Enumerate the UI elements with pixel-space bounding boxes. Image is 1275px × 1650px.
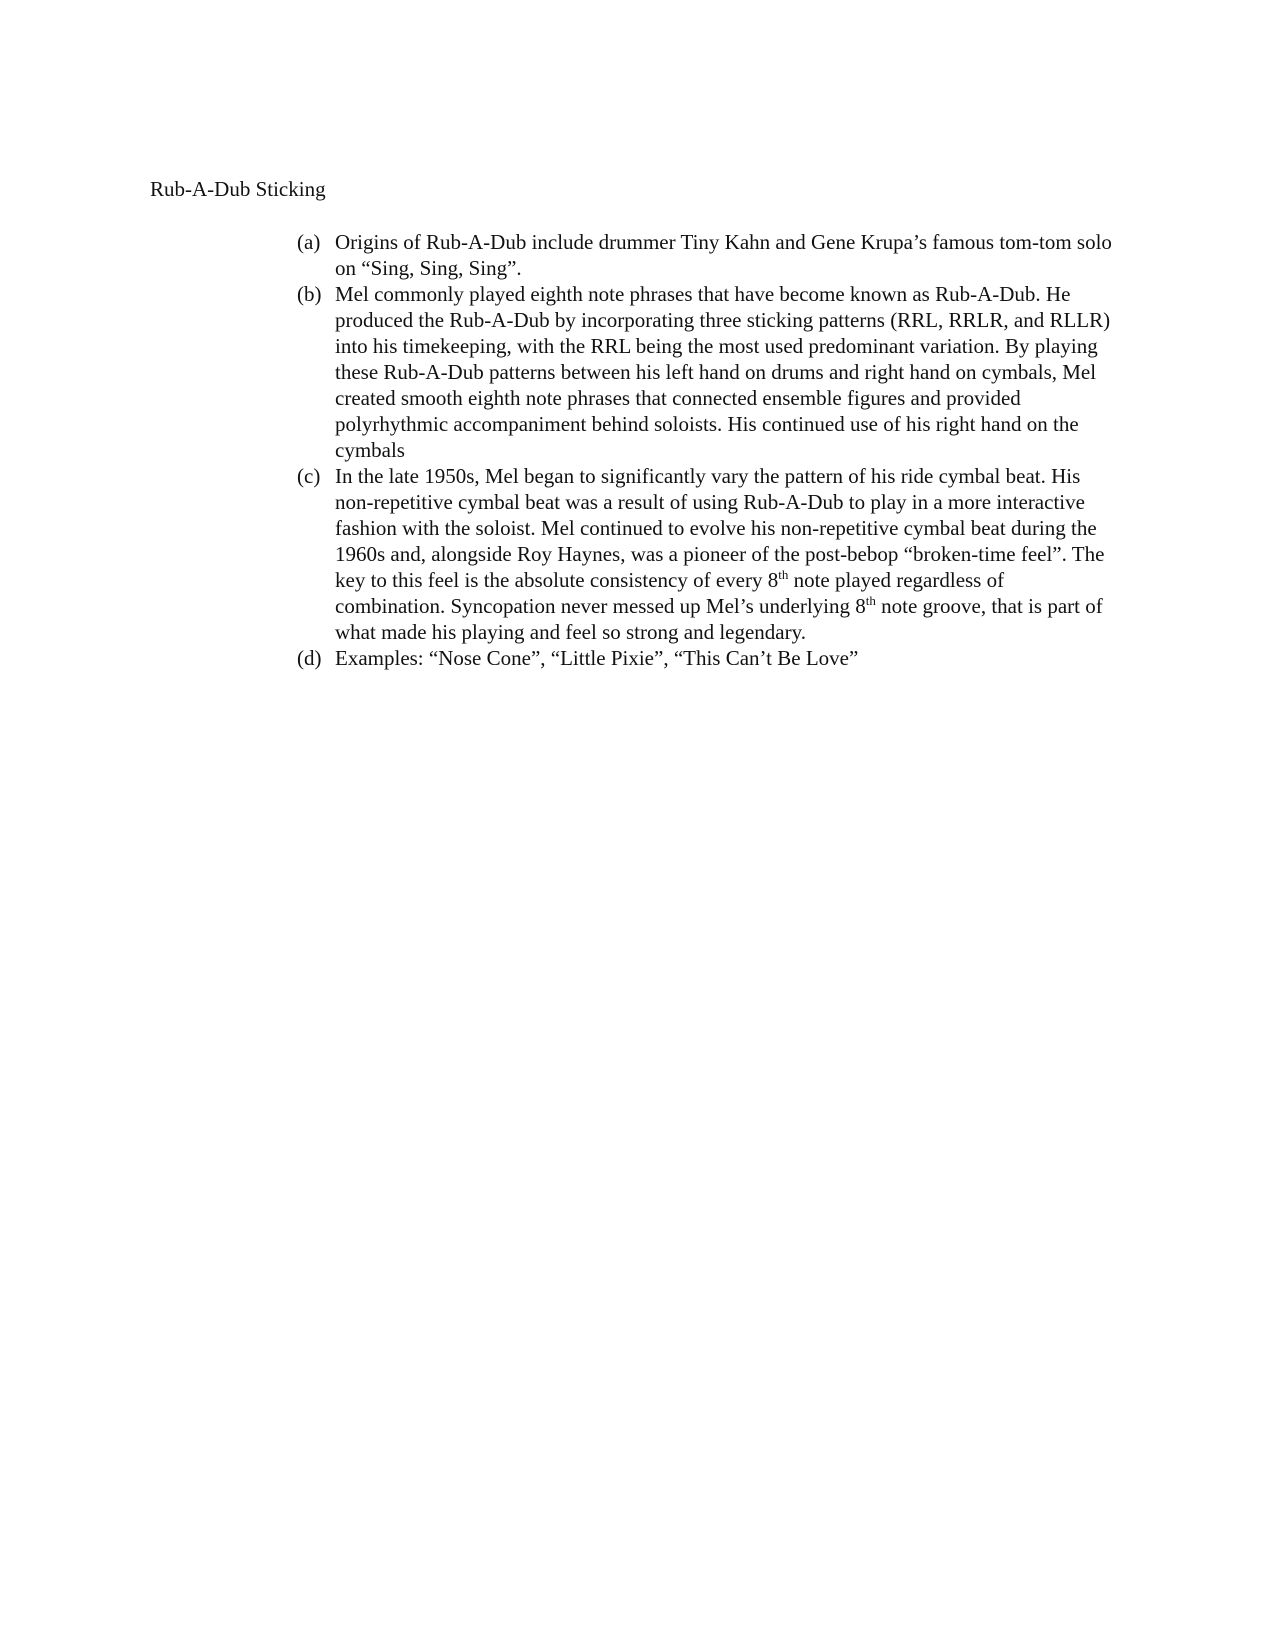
document-title: Rub-A-Dub Sticking xyxy=(150,177,326,201)
list-item-a xyxy=(297,229,1117,281)
list-item-text xyxy=(335,463,1117,645)
text-segment: note groove, that is part of what made his playing and feel so strong and legendary. xyxy=(335,594,1103,644)
ordinal-superscript: th xyxy=(778,567,789,582)
ordinal-superscript: th xyxy=(865,593,876,608)
list-marker: (a) xyxy=(297,230,321,254)
list-item-d xyxy=(297,645,1117,671)
list-marker: (d) xyxy=(297,646,322,670)
list-marker: (c) xyxy=(297,464,321,488)
list-item-text: Mel commonly played eighth note phrases that have become known as Rub-A-Dub. He produced the Rub-A-Dub by incorporating three sticking patterns (RRL, RRLR, and RLLR) into his timekeeping, with the RRL being the most used predominant variation. By playing these Rub-A-Dub patterns between his left hand on drums and right hand on cymbals, Mel created smooth eighth note phrases that connected ensemble figures and provided polyrhythmic accompaniment behind soloists. His continued use of his right hand on the cymbals xyxy=(335,282,1111,462)
text-segment: In the late 1950s, Mel began to significantly vary the pattern of his ride cymbal beat. His non-repetitive cymbal beat was a result of using Rub-A-Dub to play in a more interactive fashion with the soloist. Mel continued to evolve his non-repetitive cymbal beat during the 1960s and, alongside Roy Haynes, was a pioneer of the post-bebop “broken-time feel”. The key to this feel is the absolute consistency of every 8 xyxy=(335,464,1105,592)
text-segment: note played regardless of combination. Syncopation never messed up Mel’s underlying 8 xyxy=(335,568,1005,618)
list-item-text: Examples: “Nose Cone”, “Little Pixie”, “This Can’t Be Love” xyxy=(335,646,859,670)
list-marker: (b) xyxy=(297,282,322,306)
list-item-text: Origins of Rub-A-Dub include drummer Tiny Kahn and Gene Krupa’s famous tom-tom solo on “Sing, Sing, Sing”. xyxy=(335,230,1112,280)
sticking-list xyxy=(297,229,1117,671)
list-item-b xyxy=(297,281,1117,463)
list-item-c xyxy=(297,463,1117,645)
